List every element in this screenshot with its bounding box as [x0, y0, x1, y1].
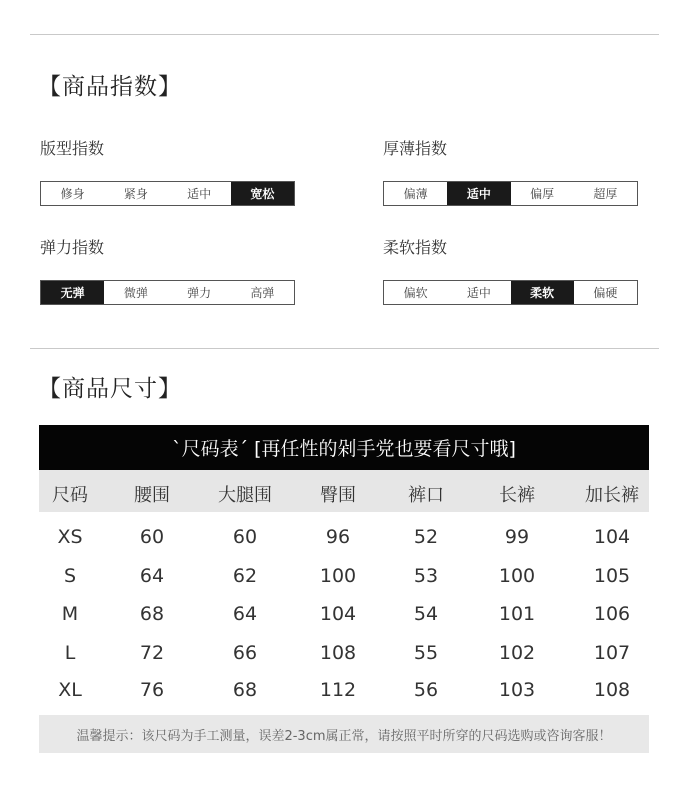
- size-label-cell: M: [61, 603, 79, 625]
- size-value-cell: 53: [413, 565, 439, 587]
- fit-index-scale: [40, 181, 295, 206]
- scale-option: 偏硬: [593, 286, 618, 300]
- scale-option-selected: 宽松: [231, 182, 294, 205]
- size-value-cell: 56: [413, 679, 439, 701]
- scale-option-selected: 柔软: [511, 281, 574, 304]
- scale-option-selected: 适中: [447, 182, 510, 205]
- size-value-cell: 104: [593, 526, 631, 548]
- elasticity-index-label: 弹力指数: [40, 238, 105, 257]
- size-label-cell: L: [64, 642, 76, 664]
- scale-option: 高弹: [250, 286, 275, 300]
- fit-index-label: 版型指数: [40, 139, 105, 158]
- scale-option: 超厚: [593, 187, 618, 201]
- size-header-cell: 臀围: [320, 485, 356, 506]
- size-value-cell: 100: [498, 565, 536, 587]
- size-value-cell: 60: [139, 526, 165, 548]
- size-value-cell: 68: [139, 603, 165, 625]
- size-value-cell: 104: [319, 603, 357, 625]
- size-value-cell: 52: [413, 526, 439, 548]
- size-value-cell: 54: [413, 603, 439, 625]
- product-size-title: 【商品尺寸】: [38, 376, 182, 402]
- scale-option-selected: 无弹: [41, 281, 104, 304]
- size-label-cell: S: [63, 565, 77, 587]
- size-notice: 温馨提示：该尺码为手工测量，误差2-3cm属正常，请按照平时所穿的尺码选购或咨询客服！: [39, 715, 649, 753]
- scale-option: 偏薄: [403, 187, 428, 201]
- size-value-cell: 76: [139, 679, 165, 701]
- size-value-cell: 108: [319, 642, 357, 664]
- size-header-cell: 加长裤: [585, 485, 639, 506]
- softness-index-scale: [383, 280, 638, 305]
- size-value-cell: 55: [413, 642, 439, 664]
- size-value-cell: 101: [498, 603, 536, 625]
- size-header-cell: 尺码: [52, 485, 88, 506]
- thickness-index-label: 厚薄指数: [383, 139, 448, 158]
- scale-option: 适中: [187, 187, 212, 201]
- size-value-cell: 96: [325, 526, 351, 548]
- size-label-cell: XL: [58, 679, 82, 701]
- size-value-cell: 107: [593, 642, 631, 664]
- size-value-cell: 108: [593, 679, 631, 701]
- size-header-cell: 裤口: [408, 485, 444, 506]
- elasticity-index-scale: [40, 280, 295, 305]
- size-value-cell: 100: [319, 565, 357, 587]
- scale-option: 偏软: [403, 286, 428, 300]
- size-value-cell: 64: [232, 603, 258, 625]
- size-value-cell: 112: [319, 679, 357, 701]
- size-value-cell: 66: [232, 642, 258, 664]
- scale-option: 修身: [60, 187, 85, 201]
- scale-option: 紧身: [123, 187, 148, 201]
- scale-option: 弹力: [187, 286, 212, 300]
- size-value-cell: 105: [593, 565, 631, 587]
- middle-divider: [30, 348, 659, 349]
- size-value-cell: 60: [232, 526, 258, 548]
- scale-option: 偏厚: [530, 187, 555, 201]
- size-header-cell: 大腿围: [218, 485, 272, 506]
- size-value-cell: 62: [232, 565, 258, 587]
- thickness-index-scale: [383, 181, 638, 206]
- size-label-cell: XS: [57, 526, 83, 548]
- size-value-cell: 102: [498, 642, 536, 664]
- scale-option: 适中: [466, 286, 491, 300]
- softness-index-label: 柔软指数: [383, 238, 448, 257]
- top-divider: [30, 34, 659, 35]
- size-value-cell: 64: [139, 565, 165, 587]
- product-index-title: 【商品指数】: [38, 74, 182, 100]
- size-chart-banner: ˋ尺码表ˊ [再任性的剁手党也要看尺寸哦]: [39, 425, 649, 470]
- size-value-cell: 68: [232, 679, 258, 701]
- size-value-cell: 72: [139, 642, 165, 664]
- size-value-cell: 106: [593, 603, 631, 625]
- scale-option: 微弹: [123, 286, 148, 300]
- size-value-cell: 99: [504, 526, 530, 548]
- size-header-cell: 长裤: [499, 485, 535, 506]
- size-header-cell: 腰围: [134, 485, 170, 506]
- size-value-cell: 103: [498, 679, 536, 701]
